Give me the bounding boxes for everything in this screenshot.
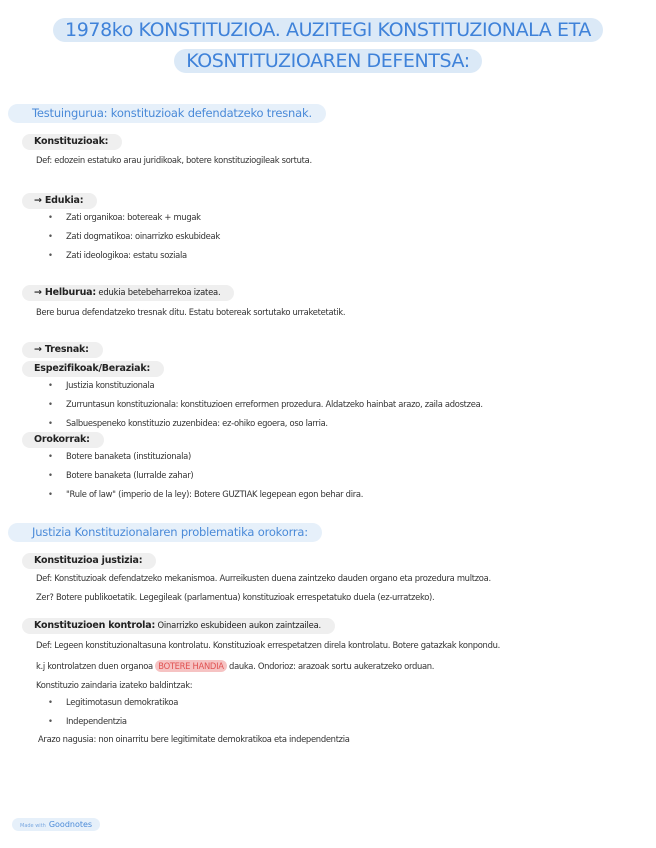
title-text-2: KOSNTITUZIOAREN DEFENTSA:: [174, 49, 482, 73]
edukia-list: [48, 208, 220, 265]
list-item: • Legitimotasun demokratikoa: [48, 693, 178, 712]
justizia-zer: Zer? Botere publikoetatik. Legegileak (parlamentua) konstituzioak errespetatuko duela (ez-urratzeko).: [36, 592, 435, 602]
orokorrak-list: [48, 447, 363, 504]
heading-konstituzioak: Konstituzioak:: [22, 134, 122, 150]
page-title-line2: [0, 49, 656, 73]
list-item: • "Rule of law" (imperio de la ley): Botere GUZTIAK legepean egon behar dira.: [48, 485, 363, 504]
title-text-1: 1978ko KONSTITUZIOA. AUZITEGI KONSTITUZIONALA ETA: [53, 18, 603, 42]
kontrola-label: Konstituzioen kontrola:: [34, 620, 156, 631]
made-with-goodnotes-badge: [12, 818, 100, 831]
brand-label: Goodnotes: [48, 820, 93, 829]
made-with-label: Made with: [20, 823, 46, 829]
kontrola-line5: Arazo nagusia: non oinarritu bere legitimitate demokratikoa eta independentzia: [38, 734, 350, 744]
list-item: • Salbuespeneko konstituzio zuzenbidea: ez-ohiko egoera, oso larria.: [48, 414, 483, 433]
list-item: • Botere banaketa (lurralde zahar): [48, 466, 363, 485]
heading-kontrola: [22, 618, 335, 634]
kontrola-def: Def: Legeen konstituzionaltasuna kontrolatu. Konstituzioak errespetatzen direla kontrolatu. Botere gatazkak konpondu.: [36, 640, 500, 650]
kontrola-line3-post: dauka. Ondorioz: arazoak sortu aukeratzeko orduan.: [226, 661, 435, 671]
heading-edukia: → Edukia:: [22, 193, 97, 209]
list-item: • Botere banaketa (instituzionala): [48, 447, 363, 466]
list-item: • Zurruntasun konstituzionala: konstituzioen erreformen prozedura. Aldatzeko hainbat arazo, zaila adostzea.: [48, 395, 483, 414]
helburua-inline: edukia betebeharrekoa izatea.: [95, 287, 221, 297]
list-item: • Zati organikoa: botereak + mugak: [48, 208, 220, 227]
helburua-label: → Helburua:: [34, 287, 96, 298]
heading-tresnak: → Tresnak:: [22, 342, 103, 358]
list-item: • Zati dogmatikoa: oinarrizko eskubideak: [48, 227, 220, 246]
list-item: • Independentzia: [48, 712, 178, 731]
helburua-line2: Bere burua defendatzeko tresnak ditu. Estatu botereak sortutako urraketetatik.: [36, 307, 346, 317]
list-item: • Justizia konstituzionala: [48, 376, 483, 395]
highlight-botere-handia: BOTERE HANDIA: [155, 660, 226, 672]
heading-helburua: [22, 285, 234, 301]
heading-orokorrak: Orokorrak:: [22, 432, 104, 448]
section-heading-testuingurua: Testuingurua: konstituzioak defendatzeko tresnak.: [8, 104, 326, 123]
heading-espezifikoak: Espezifikoak/Beraziak:: [22, 361, 164, 377]
section-heading-justizia: Justizia Konstituzionalaren problematika orokorra:: [8, 523, 322, 542]
kontrola-heading-rest: Oinarrizko eskubideen aukon zaintzailea.: [155, 620, 321, 630]
kontrola-list: [48, 693, 178, 731]
kontrola-line3: [36, 661, 434, 671]
kontrola-line4: Konstituzio zaindaria izateko baldintzak:: [36, 680, 193, 690]
heading-justizia: Konstituzioa justizia:: [22, 553, 156, 569]
espezifikoak-list: [48, 376, 483, 433]
kontrola-line3-pre: k.j kontrolatzen duen organoa: [36, 661, 156, 671]
konstituzioak-def: Def: edozein estatuko arau juridikoak, botere konstituziogileak sortuta.: [36, 155, 312, 165]
justizia-def: Def: Konstituzioak defendatzeko mekanismoa. Aurreikusten duena zaintzeko dauden organo eta prozedura multzoa.: [36, 573, 491, 583]
list-item: • Zati ideologikoa: estatu soziala: [48, 246, 220, 265]
page-title-line1: [0, 18, 656, 42]
